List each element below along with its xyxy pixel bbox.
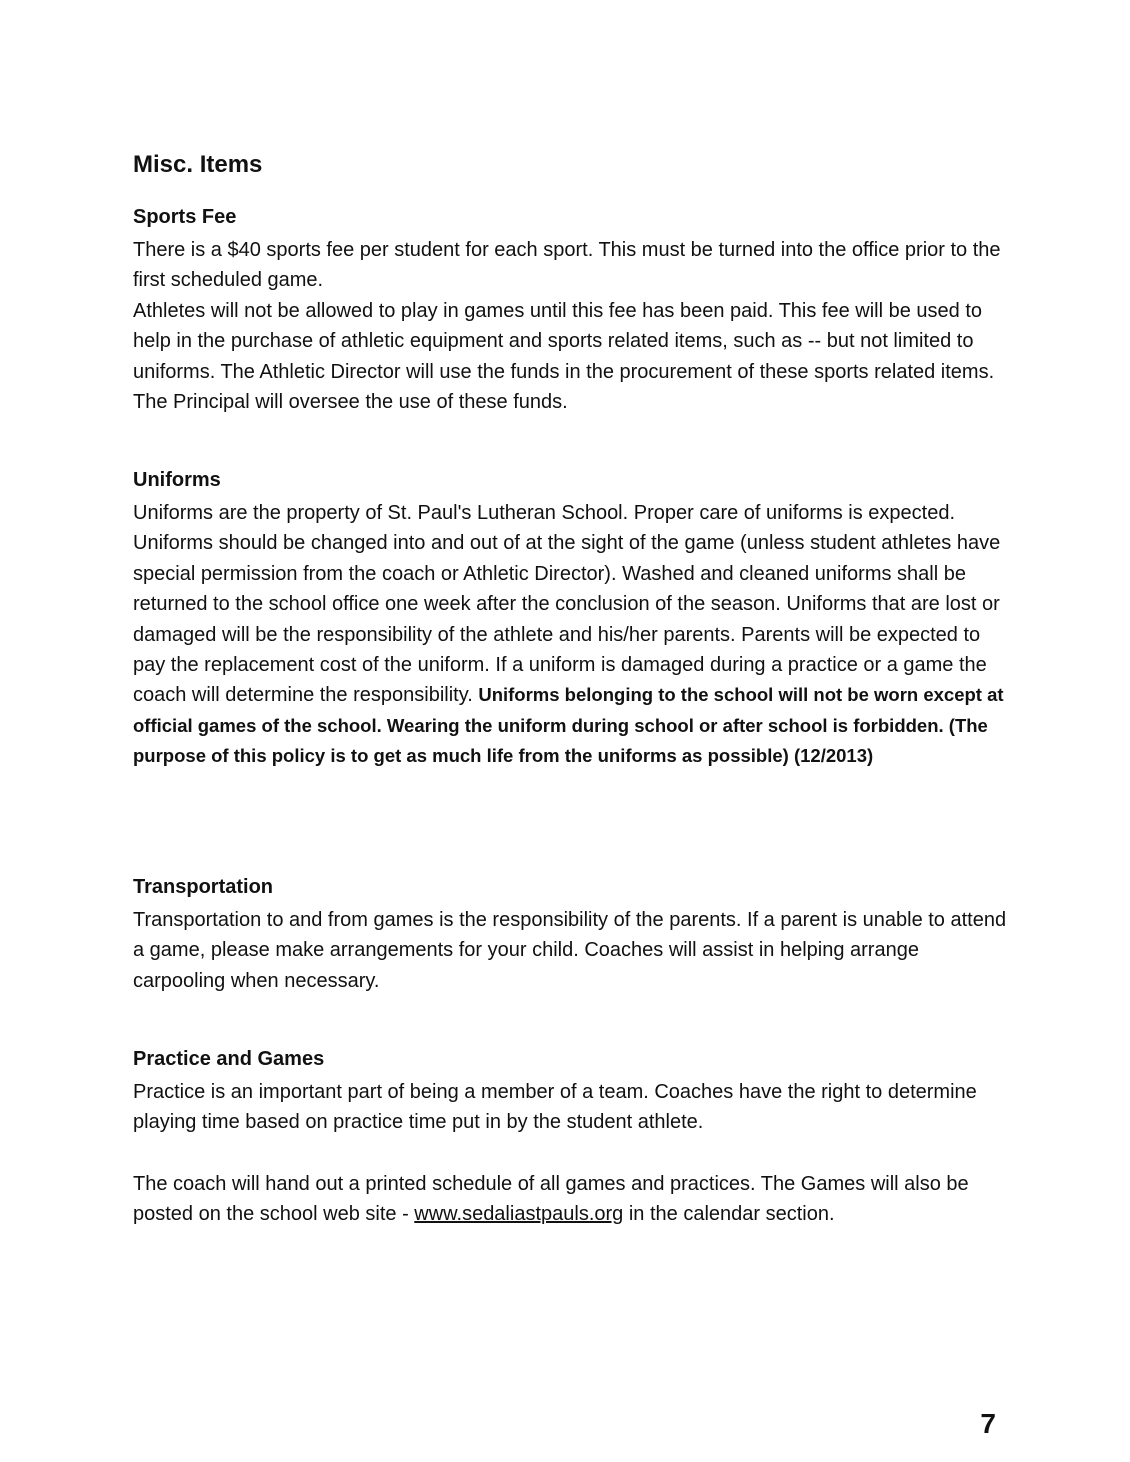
paragraph-spacer [133,1138,1013,1169]
practice-paragraph-1: Practice is an important part of being a member of a team. Coaches have the right to determine playing time based on practice time put in by the student athlete. [133,1081,977,1134]
section-heading-sports-fee: Sports Fee [133,206,237,228]
uniforms-paragraph [133,498,1013,772]
sports-fee-paragraph-2: Athletes will not be allowed to play in games until this fee has been paid. This fee will be used to help in the purchase of athletic equipment and sports related items, such as -- but not limited to uniforms. The Athletic Director will use the funds in the procurement of these sports related items. The Principal will oversee the use of these funds. [133,299,995,414]
section-heading-transportation: Transportation [133,876,274,898]
practice-paragraph-2 [133,1169,1013,1230]
section-uniforms [133,466,1013,772]
section-practice-and-games [133,1045,1013,1230]
transportation-paragraph: Transportation to and from games is the responsibility of the parents. If a parent is unable to attend a game, please make arrangements for your child. Coaches will assist in helping arrange carpooling when necessary. [133,909,1007,992]
page-number: 7 [980,1408,996,1439]
school-website-link[interactable]: www.sedaliastpauls.org [414,1203,624,1226]
uniforms-text: Uniforms are the property of St. Paul's Lutheran School. Proper care of uniforms is expected. Uniforms should be changed into and out of at the sight of the game (unless student athletes have special permission from the coach or Athletic Director). Washed and cleaned uniforms shall be returned to the school office one week after the conclusion of the season. Uniforms that are lost or damaged will be the responsibility of the athlete and his/her parents. Parents will be expected to pay the replacement cost of the uniform. If a uniform is damaged during a practice or a game the coach will determine the responsibility. [133,502,1001,707]
schedule-text-end: in the calendar section. [623,1203,835,1226]
document-page [133,0,1013,1462]
page-title: Misc. Items [133,151,263,178]
schedule-text: The coach will hand out a printed schedule of all games and practices. The Games will also be posted on the school web site - [133,1172,969,1226]
section-transportation [133,873,1013,996]
sports-fee-paragraph-1: There is a $40 sports fee per student for each sport. This must be turned into the office prior to the first scheduled game. [133,239,1001,292]
section-sports-fee [133,203,1013,417]
uniforms-policy-bold-text: Uniforms belonging to the school will not be worn except at official games of the school. Wearing the uniform during school or after school is forbidden. (The purpose of this policy is to get as much life from the uniforms as possible) (12/2013) [133,684,1004,767]
section-heading-practice-and-games: Practice and Games [133,1048,325,1070]
section-heading-uniforms: Uniforms [133,469,221,491]
